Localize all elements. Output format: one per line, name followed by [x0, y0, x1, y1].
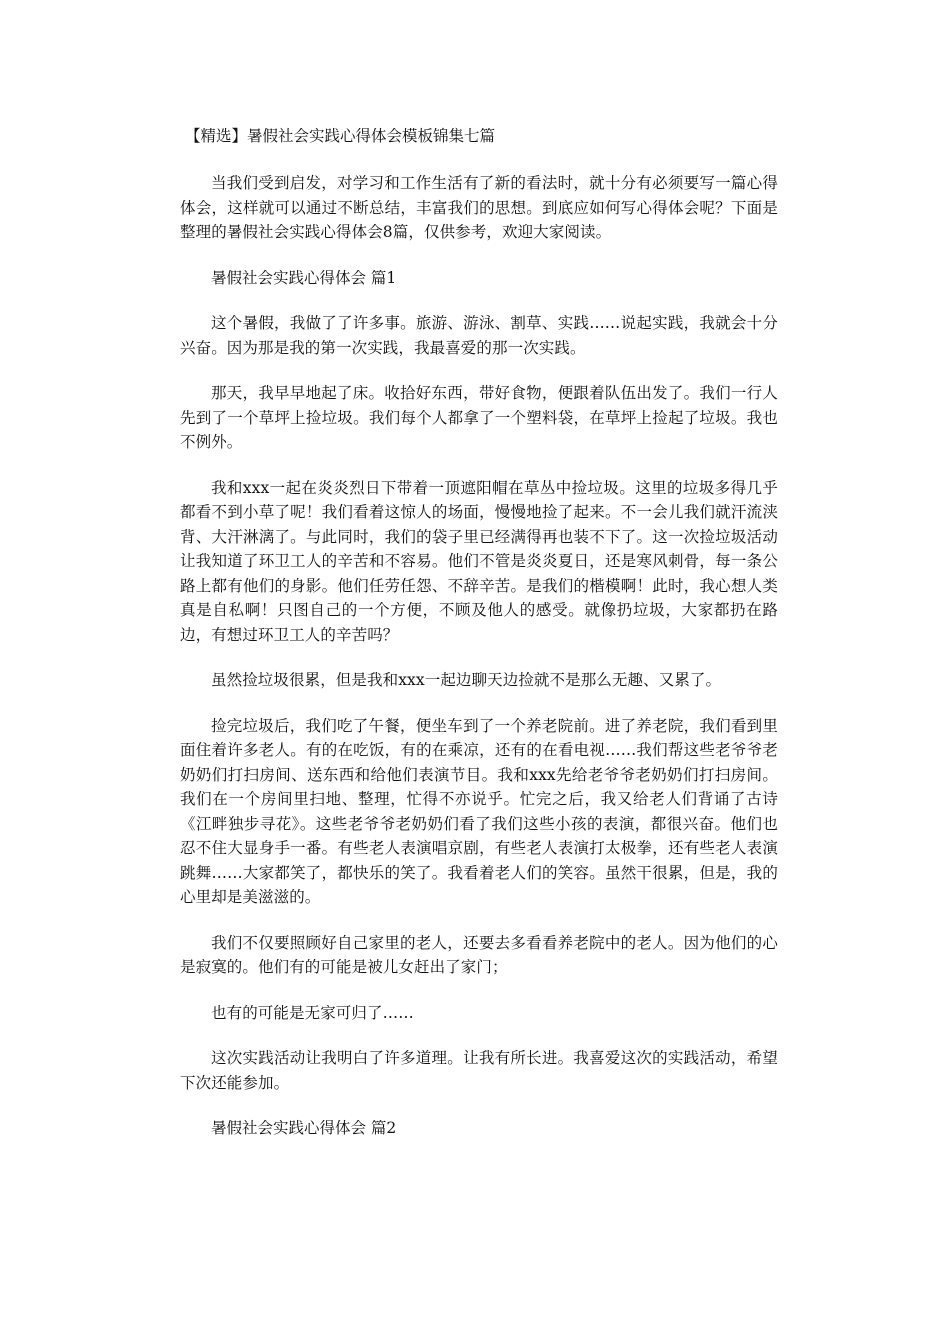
- document-title: 【精选】暑假社会实践心得体会模板锦集七篇: [185, 127, 496, 145]
- body-paragraph: 这个暑假，我做了了许多事。旅游、游泳、割草、实践……说起实践，我就会十分兴奋。因为那是我的第一次实践，我最喜爱的那一次实践。: [180, 314, 778, 357]
- document-body: [180, 124, 778, 1162]
- body-paragraph: 那天，我早早地起了床。收拾好东西，带好食物，便跟着队伍出发了。我们一行人先到了一个草坪上捡垃圾。我们每个人都拿了一个塑料袋，在草坪上捡起了垃圾。我也不例外。: [180, 384, 778, 451]
- section-heading-2: 暑假社会实践心得体会 篇2: [211, 1119, 397, 1137]
- intro-paragraph: 当我们受到启发，对学习和工作生活有了新的看法时，就十分有必须要写一篇心得体会，这样就可以通过不断总结，丰富我们的思想。到底应如何写心得体会呢？下面是整理的暑假社会实践心得体会8篇，仅供参考，欢迎大家阅读。: [180, 174, 778, 241]
- body-paragraph: 我们不仅要照顾好自己家里的老人，还要去多看看养老院中的老人。因为他们的心是寂寞的。他们有的可能是被儿女赶出了家门；: [180, 933, 778, 976]
- body-paragraph: 也有的可能是无家可归了……: [211, 1003, 414, 1022]
- body-paragraph: 我和xxx一起在炎炎烈日下带着一顶遮阳帽在草丛中捡垃圾。这里的垃圾多得几乎都看不到小草了呢！我们看着这惊人的场面，慢慢地捡了起来。不一会儿我们就汗流浃背、大汗淋漓了。与此同时，我们的袋子里已经满得再也装不下了。这一次捡垃圾活动让我知道了环卫工人的辛苦和不容易。他们不管是炎炎夏日，还是寒风刺骨，每一条公路上都有他们的身影。他们任劳任怨、不辞辛苦。是我们的楷模啊！此时，我心想人类真是自私啊！只图自己的一个方便，不顾及他人的感受。就像扔垃圾，大家都扔在路边，有想过环卫工人的辛苦吗？: [180, 478, 778, 644]
- body-paragraph: 捡完垃圾后，我们吃了午餐，便坐车到了一个养老院前。进了养老院，我们看到里面住着许多老人。有的在吃饭，有的在乘凉，还有的在看电视……我们帮这些老爷爷老奶奶们打扫房间、送东西和给他们表演节目。我和xxx先给老爷爷老奶奶们打扫房间。我们在一个房间里扫地、整理，忙得不亦说乎。忙完之后，我又给老人们背诵了古诗《江畔独步寻花》。这些老爷爷老奶奶们看了我们这些小孩的表演，都很兴奋。他们也忍不住大显身手一番。有些老人表演唱京剧，有些老人表演打太极拳，还有些老人表演跳舞……大家都笑了，都快乐的笑了。我看着老人们的笑容。虽然干很累，但是，我的心里却是美滋滋的。: [180, 716, 778, 906]
- section-heading-1: 暑假社会实践心得体会 篇1: [211, 268, 397, 287]
- body-paragraph: 这次实践活动让我明白了许多道理。让我有所长进。我喜爱这次的实践活动，希望下次还能参加。: [180, 1049, 778, 1092]
- body-paragraph: 虽然捡垃圾很累，但是我和xxx一起边聊天边捡就不是那么无趣、又累了。: [211, 671, 722, 689]
